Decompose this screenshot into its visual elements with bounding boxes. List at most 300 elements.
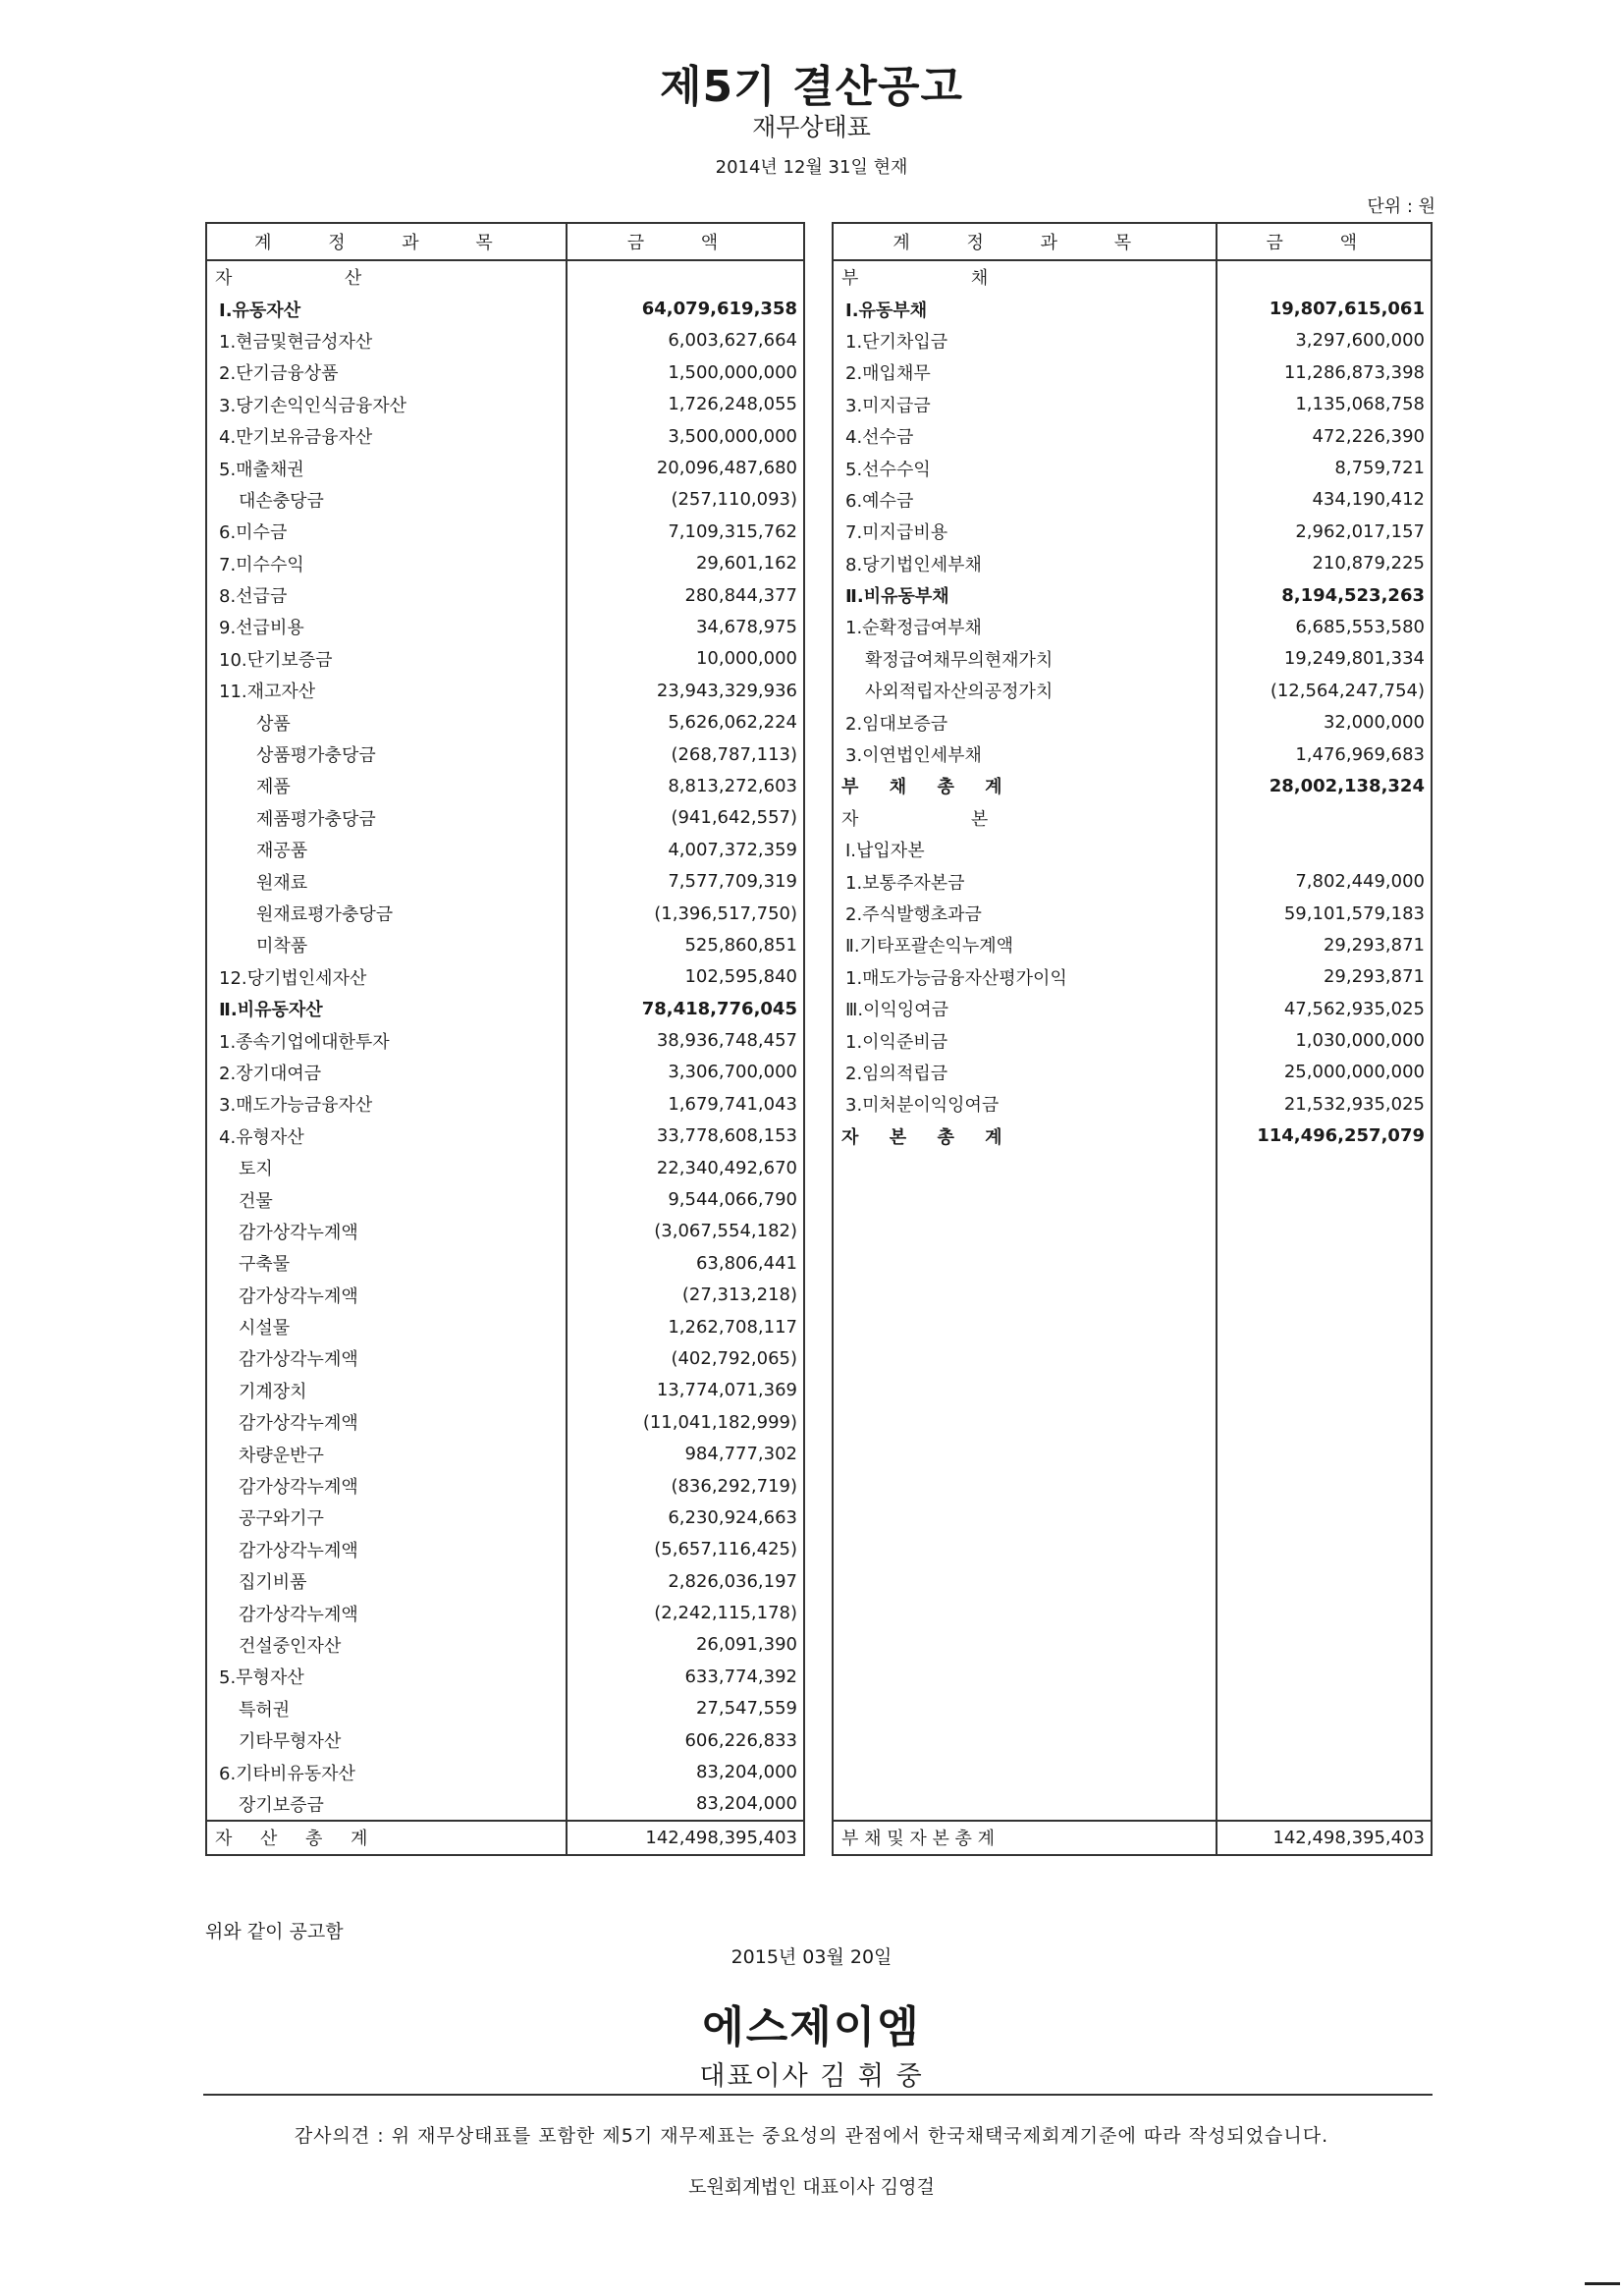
account-amount: 1,476,969,683 (1217, 738, 1432, 770)
account-amount: 472,226,390 (1217, 420, 1432, 452)
table-row (206, 325, 804, 356)
table-row (206, 260, 804, 293)
account-name (833, 1756, 1217, 1787)
table-row (833, 738, 1432, 770)
account-amount (1217, 1661, 1432, 1692)
account-name: 4.선수금 (845, 427, 914, 449)
account-amount (1217, 1406, 1432, 1438)
table-row (833, 1756, 1432, 1787)
account-name: 확정급여채무의현재가치 (865, 649, 1054, 671)
account-amount: 29,601,162 (567, 548, 804, 579)
account-amount (1217, 834, 1432, 865)
account-name: 감가상각누계액 (239, 1540, 358, 1561)
account-name: 4.만기보유금융자산 (219, 427, 373, 449)
account-name (833, 1311, 1217, 1342)
account-amount (1217, 1724, 1432, 1756)
table-row (833, 611, 1432, 642)
account-amount (1217, 1247, 1432, 1279)
account-name: 상품 (256, 713, 291, 735)
assets-table-header (206, 223, 804, 260)
account-name: 1.단기차입금 (845, 331, 948, 353)
account-name: 감가상각누계액 (239, 1349, 358, 1371)
account-name: 4.유형자산 (219, 1126, 304, 1148)
announcement-date: 2015년 03월 20일 (730, 1946, 893, 1968)
table-row (206, 738, 804, 770)
account-amount: 4,007,372,359 (567, 834, 804, 865)
account-column-header: 계 정 과 목 (833, 223, 1217, 260)
table-row (206, 1470, 804, 1502)
account-name (833, 1693, 1217, 1724)
table-row (206, 516, 804, 547)
account-amount: 142,498,395,403 (1217, 1821, 1432, 1854)
account-amount: 10,000,000 (567, 643, 804, 675)
account-name: 구축물 (239, 1254, 291, 1276)
account-name: Ⅰ.유동부채 (845, 300, 928, 321)
account-amount: 19,249,801,334 (1217, 643, 1432, 675)
account-amount (1217, 1216, 1432, 1247)
account-name: 자 산 총 계 (206, 1821, 567, 1854)
liabilities-equity-table (832, 222, 1433, 1856)
account-amount: 2,962,017,157 (1217, 516, 1432, 547)
table-row (206, 1661, 804, 1692)
account-amount (1217, 1788, 1432, 1821)
account-amount (1217, 1342, 1432, 1374)
account-name: 집기비품 (239, 1572, 307, 1594)
table-row (833, 865, 1432, 897)
account-amount: 25,000,000,000 (1217, 1057, 1432, 1088)
account-amount: 1,726,248,055 (567, 389, 804, 420)
table-row (206, 993, 804, 1024)
account-name (833, 1342, 1217, 1374)
account-name: 상품평가충당금 (256, 745, 376, 767)
table-row (206, 1216, 804, 1247)
table-row (833, 1342, 1432, 1374)
account-amount (1217, 1597, 1432, 1628)
table-row (833, 1375, 1432, 1406)
table-row (833, 1661, 1432, 1692)
account-amount: 142,498,395,403 (567, 1821, 804, 1854)
account-name: 3.미처분이익잉여금 (845, 1095, 1000, 1117)
audit-opinion: 감사의견 : 위 재무상태표를 포함한 제5기 재무제표는 중요성의 관점에서 한국채택국제회계기준에 따라 작성되었습니다. (294, 2125, 1329, 2147)
account-amount (1217, 802, 1432, 834)
account-name: 자 본 총 계 (841, 1126, 1002, 1148)
account-name: 8.당기법인세부채 (845, 554, 982, 575)
account-amount: 29,293,871 (1217, 961, 1432, 993)
table-row (833, 325, 1432, 356)
table-row (206, 1438, 804, 1469)
account-amount: 23,943,329,936 (567, 675, 804, 706)
table-row (206, 1088, 804, 1120)
table-row (833, 1534, 1432, 1565)
table-row (206, 1183, 804, 1215)
account-amount (1217, 1502, 1432, 1533)
account-name (833, 1470, 1217, 1502)
table-row (206, 1375, 804, 1406)
table-row (833, 260, 1432, 293)
table-row (206, 643, 804, 675)
account-amount (1217, 1756, 1432, 1787)
account-name: 건물 (239, 1190, 273, 1212)
table-row (206, 1024, 804, 1056)
table-row (833, 1597, 1432, 1628)
table-row (833, 1121, 1432, 1152)
account-name: 2.매입채무 (845, 363, 931, 385)
account-name: 원재료 (256, 872, 308, 894)
account-amount: 83,204,000 (567, 1788, 804, 1821)
table-row (206, 1057, 804, 1088)
account-name: 2.장기대여금 (219, 1063, 322, 1084)
account-amount (1217, 1565, 1432, 1597)
table-row (206, 1342, 804, 1374)
account-amount: 7,577,709,319 (567, 865, 804, 897)
account-name: 2.주식발행초과금 (845, 904, 982, 925)
table-row (206, 929, 804, 960)
table-row (206, 1152, 804, 1183)
table-row (833, 1693, 1432, 1724)
table-row (206, 1629, 804, 1661)
account-amount: 11,286,873,398 (1217, 356, 1432, 388)
account-amount (1217, 1534, 1432, 1565)
table-row (833, 548, 1432, 579)
account-name (833, 1216, 1217, 1247)
table-row (833, 675, 1432, 706)
table-row (833, 770, 1432, 801)
account-name: 6.예수금 (845, 490, 914, 512)
table-row (206, 706, 804, 738)
account-name: 8.선급금 (219, 586, 288, 608)
account-amount: 434,190,412 (1217, 484, 1432, 516)
account-amount (1217, 1311, 1432, 1342)
account-name: 원재료평가충당금 (256, 904, 394, 925)
table-row (833, 929, 1432, 960)
account-name (833, 1502, 1217, 1533)
account-amount: 21,532,935,025 (1217, 1088, 1432, 1120)
table-row (833, 484, 1432, 516)
account-amount: 1,679,741,043 (567, 1088, 804, 1120)
account-name: 차량운반구 (239, 1445, 324, 1466)
account-amount: 525,860,851 (567, 929, 804, 960)
table-row (833, 420, 1432, 452)
account-amount: 8,813,272,603 (567, 770, 804, 801)
account-amount: 3,500,000,000 (567, 420, 804, 452)
table-row (833, 802, 1432, 834)
assets-table-body (206, 260, 804, 1855)
account-amount: 8,194,523,263 (1217, 579, 1432, 611)
account-amount: (3,067,554,182) (567, 1216, 804, 1247)
account-amount: 114,496,257,079 (1217, 1121, 1432, 1152)
statement-subtitle: 재무상태표 (752, 113, 871, 141)
account-name (833, 1724, 1217, 1756)
account-name: 사외적립자산의공정가치 (865, 682, 1054, 703)
account-name: 1.현금및현금성자산 (219, 331, 373, 353)
account-name: 감가상각누계액 (239, 1222, 358, 1243)
table-row (833, 1280, 1432, 1311)
account-name: Ⅰ.유동자산 (219, 300, 301, 321)
account-amount: 210,879,225 (1217, 548, 1432, 579)
account-amount: 64,079,619,358 (567, 293, 804, 324)
account-amount: 6,685,553,580 (1217, 611, 1432, 642)
account-name: Ⅱ.비유동부채 (845, 586, 949, 608)
table-row (206, 356, 804, 388)
account-amount: (12,564,247,754) (1217, 675, 1432, 706)
account-name: 기계장치 (239, 1381, 307, 1402)
account-name: 3.이연법인세부채 (845, 745, 982, 767)
account-name: 1.이익준비금 (845, 1031, 948, 1053)
table-row (833, 1788, 1432, 1821)
table-row (206, 834, 804, 865)
account-amount (1217, 1470, 1432, 1502)
account-amount (567, 260, 804, 293)
table-row (833, 1152, 1432, 1183)
account-name: 7.미수수익 (219, 554, 304, 575)
account-amount: 3,297,600,000 (1217, 325, 1432, 356)
account-amount: 47,562,935,025 (1217, 993, 1432, 1024)
account-amount: 1,262,708,117 (567, 1311, 804, 1342)
page-title: 제5기 결산공고 (660, 62, 963, 112)
account-name: 2.임의적립금 (845, 1063, 948, 1084)
account-name: 1.순확정급여부채 (845, 618, 982, 639)
account-amount: 9,544,066,790 (567, 1183, 804, 1215)
account-amount (1217, 1629, 1432, 1661)
account-name: 9.선급비용 (219, 618, 304, 639)
account-amount: (268,787,113) (567, 738, 804, 770)
account-name: 1.매도가능금융자산평가이익 (845, 967, 1067, 989)
account-amount: 6,230,924,663 (567, 1502, 804, 1533)
account-name: 기타무형자산 (239, 1731, 342, 1753)
table-row (833, 834, 1432, 865)
representative-name: 대표이사 김 휘 중 (699, 2061, 924, 2092)
table-row (833, 1406, 1432, 1438)
account-name: 감가상각누계액 (239, 1285, 358, 1307)
table-row (206, 1756, 804, 1787)
account-name: 토지 (239, 1159, 273, 1180)
table-row (833, 993, 1432, 1024)
account-amount: 6,003,627,664 (567, 325, 804, 356)
table-row (833, 579, 1432, 611)
table-row (833, 1057, 1432, 1088)
table-row (833, 1724, 1432, 1756)
account-name: 2.임대보증금 (845, 713, 948, 735)
table-row (833, 356, 1432, 388)
account-amount (1217, 1280, 1432, 1311)
account-name: Ⅱ.비유동자산 (219, 1000, 323, 1021)
account-name: 11.재고자산 (219, 682, 316, 703)
account-amount: (11,041,182,999) (567, 1406, 804, 1438)
table-row (206, 961, 804, 993)
account-amount: 29,293,871 (1217, 929, 1432, 960)
table-row (206, 1724, 804, 1756)
account-amount: 19,807,615,061 (1217, 293, 1432, 324)
account-amount: 984,777,302 (567, 1438, 804, 1469)
table-row (206, 293, 804, 324)
account-amount: 606,226,833 (567, 1724, 804, 1756)
table-row (206, 1280, 804, 1311)
table-row (833, 1247, 1432, 1279)
auditor-name: 도원회계법인 대표이사 김영걸 (688, 2176, 935, 2198)
table-row (833, 898, 1432, 929)
account-amount: (2,242,115,178) (567, 1597, 804, 1628)
account-amount: 32,000,000 (1217, 706, 1432, 738)
account-name (833, 1406, 1217, 1438)
account-name: 부 채 및 자 본 총 계 (833, 1821, 1217, 1854)
table-row (206, 548, 804, 579)
company-name: 에스제이엠 (702, 2002, 921, 2052)
table-row (833, 1438, 1432, 1469)
table-row (206, 1406, 804, 1438)
account-name: 6.미수금 (219, 522, 288, 544)
account-name (833, 1597, 1217, 1628)
account-amount: 1,500,000,000 (567, 356, 804, 388)
account-name: 6.기타비유동자산 (219, 1763, 355, 1784)
account-column-header: 계 정 과 목 (206, 223, 567, 260)
account-name: Ⅰ.납입자본 (845, 841, 925, 862)
account-name: 3.매도가능금융자산 (219, 1095, 373, 1117)
table-row (206, 484, 804, 516)
account-amount: 1,135,068,758 (1217, 389, 1432, 420)
account-amount: 26,091,390 (567, 1629, 804, 1661)
account-amount: (941,642,557) (567, 802, 804, 834)
account-name: 12.당기법인세자산 (219, 967, 367, 989)
table-row (833, 1216, 1432, 1247)
account-amount (1217, 1438, 1432, 1469)
table-row (206, 675, 804, 706)
account-amount: 1,030,000,000 (1217, 1024, 1432, 1056)
table-row (833, 1183, 1432, 1215)
account-name: 10.단기보증금 (219, 649, 333, 671)
as-of-date: 2014년 12월 31일 현재 (715, 157, 908, 178)
amount-column-header: 금 액 (1217, 223, 1432, 260)
account-amount: 20,096,487,680 (567, 452, 804, 483)
account-name: 대손충당금 (239, 490, 324, 512)
account-name: 부 채 총 계 (841, 777, 1002, 798)
account-name: 특허권 (239, 1699, 291, 1721)
table-row (206, 420, 804, 452)
account-amount: 63,806,441 (567, 1247, 804, 1279)
account-amount: 59,101,579,183 (1217, 898, 1432, 929)
account-name: 감가상각누계액 (239, 1477, 358, 1499)
account-amount (1217, 260, 1432, 293)
account-name: 부 채 (841, 268, 989, 290)
account-name (833, 1152, 1217, 1183)
account-name: 2.단기금융상품 (219, 363, 339, 385)
account-name (833, 1661, 1217, 1692)
total-row (206, 1821, 804, 1854)
account-name: 장기보증금 (239, 1794, 324, 1816)
account-amount: 633,774,392 (567, 1661, 804, 1692)
account-amount: 2,826,036,197 (567, 1565, 804, 1597)
account-amount: (1,396,517,750) (567, 898, 804, 929)
account-amount: 34,678,975 (567, 611, 804, 642)
table-row (206, 865, 804, 897)
table-row (833, 961, 1432, 993)
account-name: 5.매출채권 (219, 459, 304, 480)
account-name: 건설중인자산 (239, 1635, 342, 1657)
account-amount: (836,292,719) (567, 1470, 804, 1502)
account-name: 5.선수수익 (845, 459, 931, 480)
table-row (833, 1311, 1432, 1342)
account-name (833, 1788, 1217, 1821)
table-row (833, 293, 1432, 324)
table-row (833, 1629, 1432, 1661)
account-name: 5.무형자산 (219, 1667, 304, 1689)
account-amount: 102,595,840 (567, 961, 804, 993)
account-name (833, 1565, 1217, 1597)
table-row (833, 516, 1432, 547)
account-amount: 28,002,138,324 (1217, 770, 1432, 801)
account-name: 1.종속기업에대한투자 (219, 1031, 390, 1053)
table-row (206, 802, 804, 834)
account-name (833, 1438, 1217, 1469)
account-name: 재공품 (256, 841, 308, 862)
account-amount: (257,110,093) (567, 484, 804, 516)
table-row (833, 452, 1432, 483)
account-amount (1217, 1375, 1432, 1406)
account-amount: 5,626,062,224 (567, 706, 804, 738)
account-amount (1217, 1152, 1432, 1183)
account-amount (1217, 1693, 1432, 1724)
table-row (206, 1121, 804, 1152)
account-name: 감가상각누계액 (239, 1413, 358, 1435)
account-name: 3.미지급금 (845, 395, 931, 416)
table-row (206, 1311, 804, 1342)
account-amount: 7,802,449,000 (1217, 865, 1432, 897)
account-amount: 280,844,377 (567, 579, 804, 611)
table-row (833, 1088, 1432, 1120)
table-row (206, 452, 804, 483)
account-amount: 33,778,608,153 (567, 1121, 804, 1152)
table-row (206, 1788, 804, 1821)
account-name (833, 1629, 1217, 1661)
table-row (206, 1502, 804, 1533)
liabilities-table-header (833, 223, 1432, 260)
account-name: 제품 (256, 777, 291, 798)
account-amount: 8,759,721 (1217, 452, 1432, 483)
account-amount: 22,340,492,670 (567, 1152, 804, 1183)
table-row (833, 389, 1432, 420)
table-row (206, 1597, 804, 1628)
table-row (206, 770, 804, 801)
account-name: 제품평가충당금 (256, 808, 376, 830)
table-row (206, 1247, 804, 1279)
account-name (833, 1534, 1217, 1565)
account-name: 자 산 (215, 268, 362, 290)
total-row (833, 1821, 1432, 1854)
account-name (833, 1183, 1217, 1215)
account-amount: 78,418,776,045 (567, 993, 804, 1024)
table-row (206, 1693, 804, 1724)
table-row (833, 1565, 1432, 1597)
account-amount: (5,657,116,425) (567, 1534, 804, 1565)
unit-label: 단위 : 원 (1367, 196, 1435, 217)
account-amount: 83,204,000 (567, 1756, 804, 1787)
amount-column-header: 금 액 (567, 223, 804, 260)
account-amount: (27,313,218) (567, 1280, 804, 1311)
account-name (833, 1247, 1217, 1279)
liabilities-table-body (833, 260, 1432, 1855)
account-amount: 3,306,700,000 (567, 1057, 804, 1088)
account-amount (1217, 1183, 1432, 1215)
account-name: 미착품 (256, 936, 308, 957)
scan-mark (1585, 2282, 1620, 2285)
account-name: 자 본 (841, 808, 989, 830)
table-row (206, 579, 804, 611)
account-name: 시설물 (239, 1318, 291, 1339)
account-name: 공구와기구 (239, 1508, 324, 1530)
table-row (833, 706, 1432, 738)
divider (203, 2094, 1433, 2096)
account-name: 7.미지급비용 (845, 522, 948, 544)
table-row (206, 1565, 804, 1597)
